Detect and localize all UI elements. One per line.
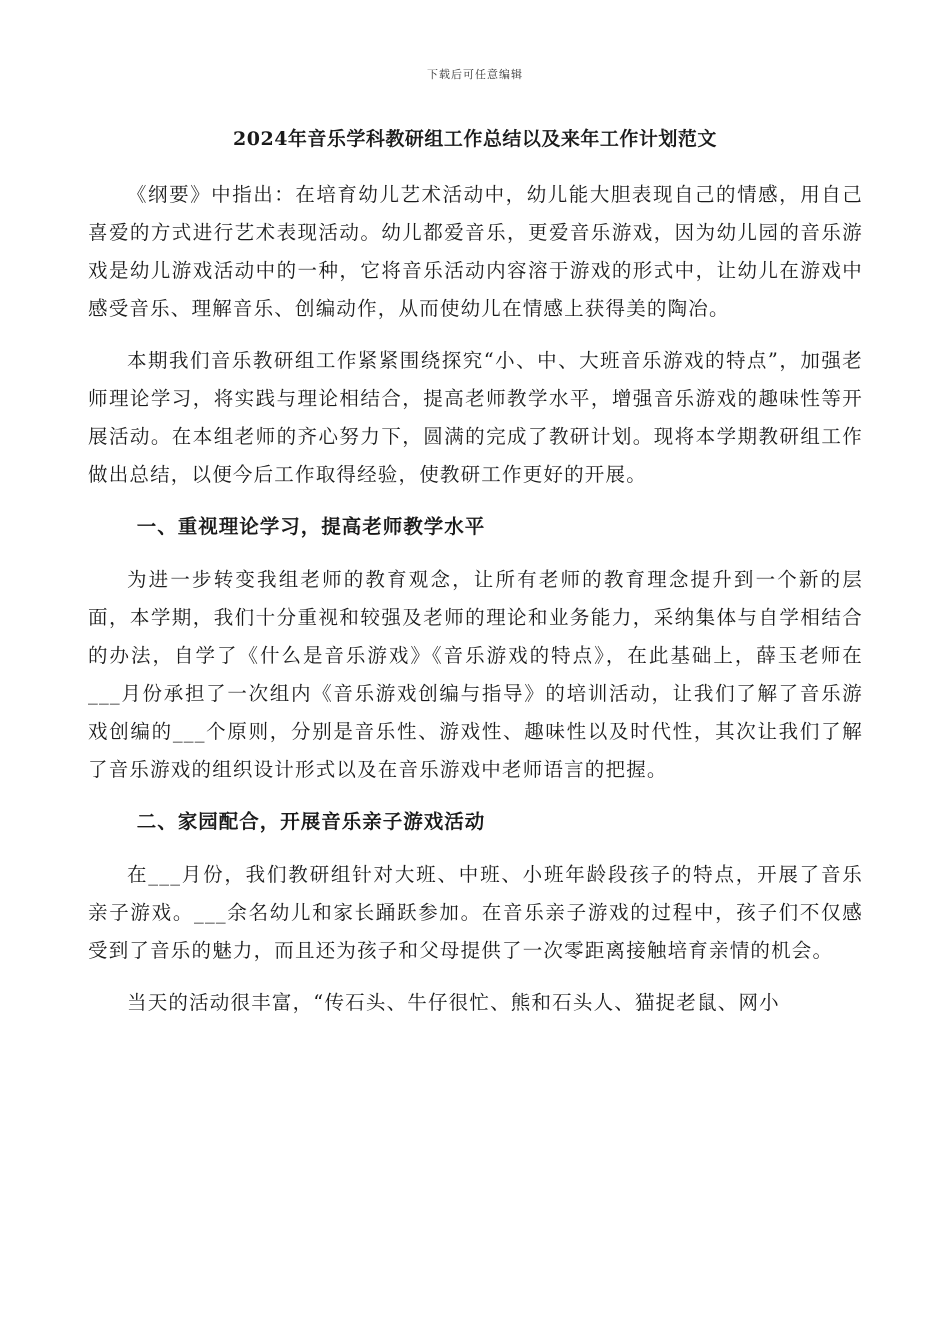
header-note: 下载后可任意编辑	[427, 68, 523, 81]
section-heading-2: 二、家园配合，开展音乐亲子游戏活动	[136, 810, 486, 833]
intro-paragraph-1: 《纲要》中指出：在培育幼儿艺术活动中，幼儿能大胆表现自己的情感，用自己喜爱的方式进行艺术表现活动。幼儿都爱音乐，更爱音乐游戏，因为幼儿园的音乐游戏是幼儿游戏活动中的一种，它将音乐活动内容溶于游戏的形式中，让幼儿在游戏中感受音乐、理解音乐、创编动作，从而使幼儿在情感上获得美的陶冶。	[88, 183, 863, 320]
document-title: 2024年音乐学科教研组工作总结以及来年工作计划范文	[233, 128, 717, 150]
section-heading-1: 一、重视理论学习，提高老师教学水平	[136, 515, 486, 538]
section-1-paragraph: 为进一步转变我组老师的教育观念，让所有老师的教育理念提升到一个新的层面，本学期，我们十分重视和较强及老师的理论和业务能力，采纳集体与自学相结合的办法，自学了《什么是音乐游戏》《音乐游戏的特点》，在此基础上，薛玉老师在___月份承担了一次组内《音乐游戏创编与指导》的培训活动，让我们了解了音乐游戏创编的___个原则，分别是音乐性、游戏性、趣味性以及时代性，其次让我们了解了音乐游戏的组织设计形式以及在音乐游戏中老师语言的把握。	[88, 568, 863, 781]
section-2-paragraph-1: 在___月份，我们教研组针对大班、中班、小班年龄段孩子的特点，开展了音乐亲子游戏。___余名幼儿和家长踊跃参加。在音乐亲子游戏的过程中，孩子们不仅感受到了音乐的魅力，而且还为孩子和父母提供了一次零距离接触培育亲情的机会。	[88, 863, 863, 962]
intro-paragraph-2: 本期我们音乐教研组工作紧紧围绕探究“小、中、大班音乐游戏的特点”，加强老师理论学习，将实践与理论相结合，提高老师教学水平，增强音乐游戏的趣味性等开展活动。在本组老师的齐心努力下，圆满的完成了教研计划。现将本学期教研组工作做出总结，以便今后工作取得经验，使教研工作更好的开展。	[88, 349, 863, 486]
document-body	[88, 176, 863, 1036]
section-2-paragraph-2: 当天的活动很丰富，“传石头、牛仔很忙、熊和石头人、猫捉老鼠、网小	[127, 991, 780, 1014]
